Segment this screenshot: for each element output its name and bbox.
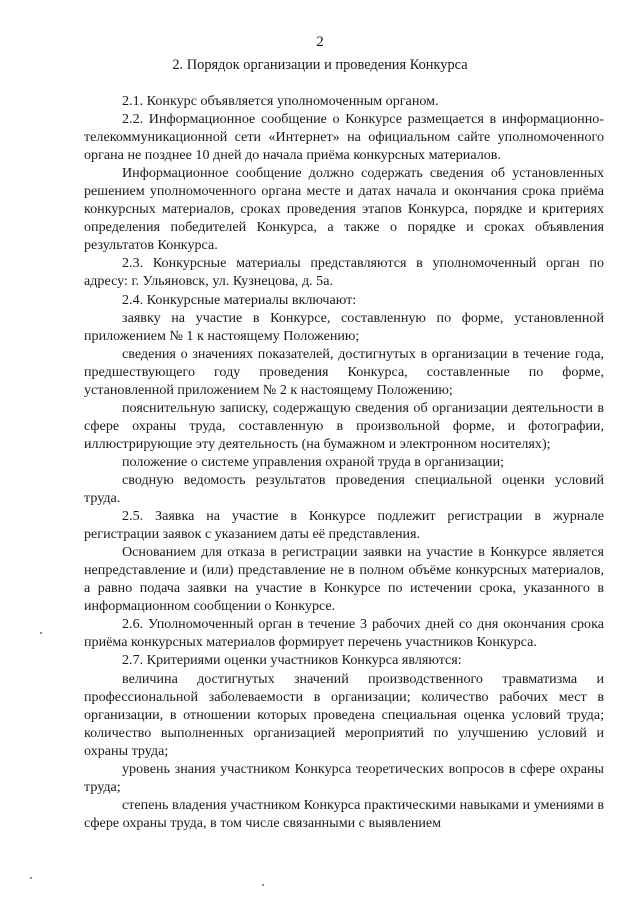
criterion-injury-rate: величина достигнутых значений производственного травматизма и профессиональной заболеваемости в организации; количество рабочих мест в организации, в отношении которых проведена специальная оценка условий труда; количество выполненных организацией мероприятий по улучшению условий и охраны труда;: [84, 670, 604, 759]
criterion-theory-knowledge: уровень знания участником Конкурса теоретических вопросов в сфере охраны труда;: [84, 760, 604, 795]
paragraph-2-4: 2.4. Конкурсные материалы включают:: [122, 291, 357, 308]
section-heading: 2. Порядок организации и проведения Конкурса: [172, 57, 468, 73]
scan-speck: [262, 884, 264, 886]
page-number: 2: [316, 34, 324, 50]
paragraph-refusal-grounds: Основанием для отказа в регистрации заявки на участие в Конкурсе является непредставление и (или) представление не в полном объёме конкурсных материалов, а равно подача заявки на участие в Конкурсе по истечении срока, указанного в информационном сообщении о Конкурсе.: [84, 544, 604, 615]
paragraph-info-content: Информационное сообщение должно содержать сведения об установленных решением уполномоченного органа месте и датах начала и окончания срока приёма конкурсных материалов, сроках проведения этапов Конкурса, порядке и критериях определения победителей Конкурса, а также о порядке и сроках объявления результатов Конкурса.: [84, 165, 604, 254]
list-item-application: заявку на участие в Конкурсе, составленную по форме, установленной приложением № 1 к настоящему Положению;: [84, 309, 604, 344]
body-text: [84, 92, 604, 832]
paragraph-2-3: 2.3. Конкурсные материалы представляются в уполномоченный орган по адресу: г. Ульяновск, ул. Кузнецова, д. 5а.: [84, 255, 604, 290]
paragraph-2-2: 2.2. Информационное сообщение о Конкурсе размещается в информационно-телекоммуникационной сети «Интернет» на официальном сайте уполномоченного органа не позднее 10 дней до начала приёма конкурсных материалов.: [84, 111, 604, 164]
paragraph-2-6: 2.6. Уполномоченный орган в течение 3 рабочих дней со дня окончания срока приёма конкурсных материалов формирует перечень участников Конкурса.: [84, 616, 604, 651]
list-item-indicators: сведения о значениях показателей, достигнутых в организации в течение года, предшествующего году проведения Конкурса, составленные по форме, установленной приложением № 2 к настоящему Положению;: [84, 345, 604, 398]
scan-speck: [30, 877, 32, 879]
list-item-management-system: положение о системе управления охраной труда в организации;: [122, 453, 505, 470]
criterion-practical-skills: степень владения участником Конкурса практическими навыками и умениями в сфере охраны труда, в том числе связанными с выявлением: [84, 796, 604, 831]
paragraph-2-1: 2.1. Конкурс объявляется уполномоченным органом.: [122, 93, 439, 109]
list-item-summary-statement: сводную ведомость результатов проведения специальной оценки условий труда.: [84, 471, 604, 507]
paragraph-2-5: 2.5. Заявка на участие в Конкурсе подлежит регистрации в журнале регистрации заявок с указанием даты её представления.: [84, 508, 604, 543]
scan-speck: [40, 632, 42, 634]
list-item-explanatory-note: пояснительную записку, содержащую сведения об организации деятельности в сфере охраны труда, составленную в произвольной форме, и фотографии, иллюстрирующие эту деятельность (на бумажном и электронном носителях);: [84, 399, 604, 452]
paragraph-2-7: 2.7. Критериями оценки участников Конкурса являются:: [122, 652, 462, 669]
